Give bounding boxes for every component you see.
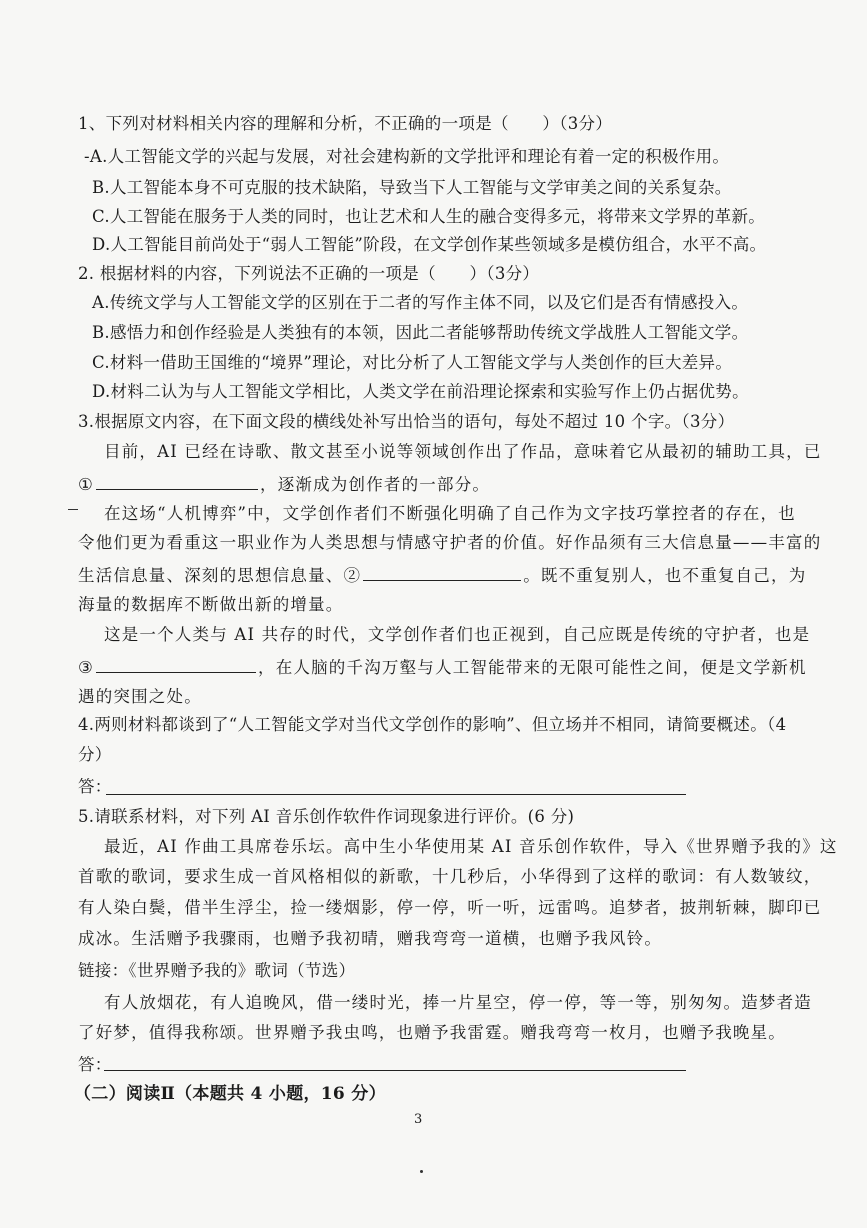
q5-para2-line2: 了好梦，值得我称颂。世界赠予我虫鸣，也赠予我雷霆。赠我弯弯一枚月，也赠予我晚星。: [78, 1023, 786, 1042]
q5-answer-label: 答：: [78, 1055, 112, 1074]
scan-speck: [420, 1170, 423, 1173]
q5-para1-line4: 成冰。生活赠予我骤雨，也赠予我初晴，赠我弯弯一道横，也赠予我风铃。: [78, 929, 663, 948]
q3-para2-line3: [78, 564, 806, 587]
q3-para2-line4: 海量的数据库不断做出新的增量。: [78, 595, 344, 614]
q1-option-a: -A.人工智能文学的兴起与发展，对社会建构新的文学批评和理论有着一定的积极作用。: [84, 147, 730, 166]
q1-option-b: B.人工智能本身不可克服的技术缺陷，导致当下人工智能与文学审美之间的关系复杂。: [92, 178, 732, 197]
q3-para2-line3-text-b: 。既不重复别人，也不重复自己，为: [523, 566, 807, 585]
q1-option-c: C.人工智能在服务于人类的同时，也让艺术和人生的融合变得多元，将带来文学界的革新。: [92, 207, 766, 226]
q5-link-label: 链接：《世界赠予我的》歌词（节选）: [78, 961, 356, 980]
q2-option-d: D.材料二认为与人工智能文学相比，人类文学在前沿理论探索和实验写作上仍占据优势。: [92, 382, 749, 401]
q3-para1-line1: 目前，AI 已经在诗歌、散文甚至小说等领域创作出了作品，意味着它从最初的辅助工具，已: [104, 442, 822, 461]
blank-marker-1: ①: [78, 475, 94, 494]
q5-para2-line1: 有人放烟花，有人追晚风，借一缕时光，捧一片星空，停一停，等一等，别匆匆。造梦者造: [104, 993, 812, 1012]
margin-dash: [68, 509, 78, 510]
section-heading: （二）阅读Ⅱ（本题共 4 小题，16 分）: [74, 1084, 386, 1104]
fill-blank-3[interactable]: [96, 656, 256, 673]
q3-para3-line2-text: ，在人脑的千沟万壑与人工智能带来的无限可能性之间，便是文学新机: [258, 658, 807, 677]
blank-marker-3: ③: [78, 658, 94, 677]
q1-stem: 1、下列对材料相关内容的理解和分析，不正确的一项是（ ）（3分）: [78, 114, 613, 133]
q5-answer-line[interactable]: [104, 1070, 686, 1071]
q2-stem: 2. 根据材料的内容，下列说法不正确的一项是（ ）（3分）: [78, 264, 540, 283]
q3-para2-line3-text-a: 生活信息量、深刻的思想信息量、②: [78, 566, 362, 585]
q5-stem: 5.请联系材料，对下列 AI 音乐创作软件作词现象进行评价。(6 分): [78, 807, 575, 826]
q4-stem-line2: 分）: [78, 745, 112, 764]
q4-answer-label: 答：: [78, 777, 112, 796]
q5-para1-line2: 首歌的歌词，要求生成一首风格相似的新歌，十几秒后，小华得到了这样的歌词：有人数皱纹，: [78, 867, 822, 886]
q4-stem-line1: 4.两则材料都谈到了“人工智能文学对当代文学创作的影响”、但立场并不相同，请简要概述。（4: [78, 715, 787, 734]
q3-para1-line2-text: ，逐渐成为创作者的一部分。: [260, 475, 491, 494]
q5-para1-line1: 最近，AI 作曲工具席卷乐坛。高中生小华使用某 AI 音乐创作软件，导入《世界赠予我的》这: [104, 837, 838, 856]
q2-option-c: C.材料一借助王国维的“境界”理论，对比分析了人工智能文学与人类创作的巨大差异。: [92, 353, 733, 372]
q3-para3-line2: [78, 656, 807, 679]
fill-blank-2[interactable]: [363, 564, 521, 581]
q2-option-b: B.感悟力和创作经验是人类独有的本领，因此二者能够帮助传统文学战胜人工智能文学。: [92, 323, 749, 342]
q3-para2-line2: 令他们更为看重这一职业作为人类思想与情感守护者的价值。好作品须有三大信息量——丰富的: [78, 533, 822, 552]
q5-para1-line3: 有人染白鬓，借半生浮尘，捡一缕烟影，停一停，听一听，远雷鸣。追梦者，披荆斩棘，脚印已: [78, 898, 822, 917]
q3-para1-line2: [78, 473, 490, 496]
page-number: 3: [414, 1112, 423, 1127]
q1-option-d: D.人工智能目前尚处于“弱人工智能”阶段，在文学创作某些领域多是模仿组合，水平不高。: [92, 235, 767, 254]
q3-para3-line1: 这是一个人类与 AI 共存的时代，文学创作者们也正视到，自己应既是传统的守护者，也是: [104, 625, 811, 644]
q3-stem: 3.根据原文内容，在下面文段的横线处补写出恰当的语句，每处不超过 10 个字。（3分）: [78, 412, 735, 431]
q3-para2-line1: 在这场“人机博弈”中，文学创作者们不断强化明确了自己作为文字技巧掌控者的存在，也: [104, 504, 796, 523]
q4-answer-line[interactable]: [106, 794, 686, 795]
q3-para3-line3: 遇的突围之处。: [78, 687, 202, 706]
q2-option-a: A.传统文学与人工智能文学的区别在于二者的写作主体不同，以及它们是否有情感投入。: [92, 293, 749, 312]
fill-blank-1[interactable]: [96, 473, 258, 490]
